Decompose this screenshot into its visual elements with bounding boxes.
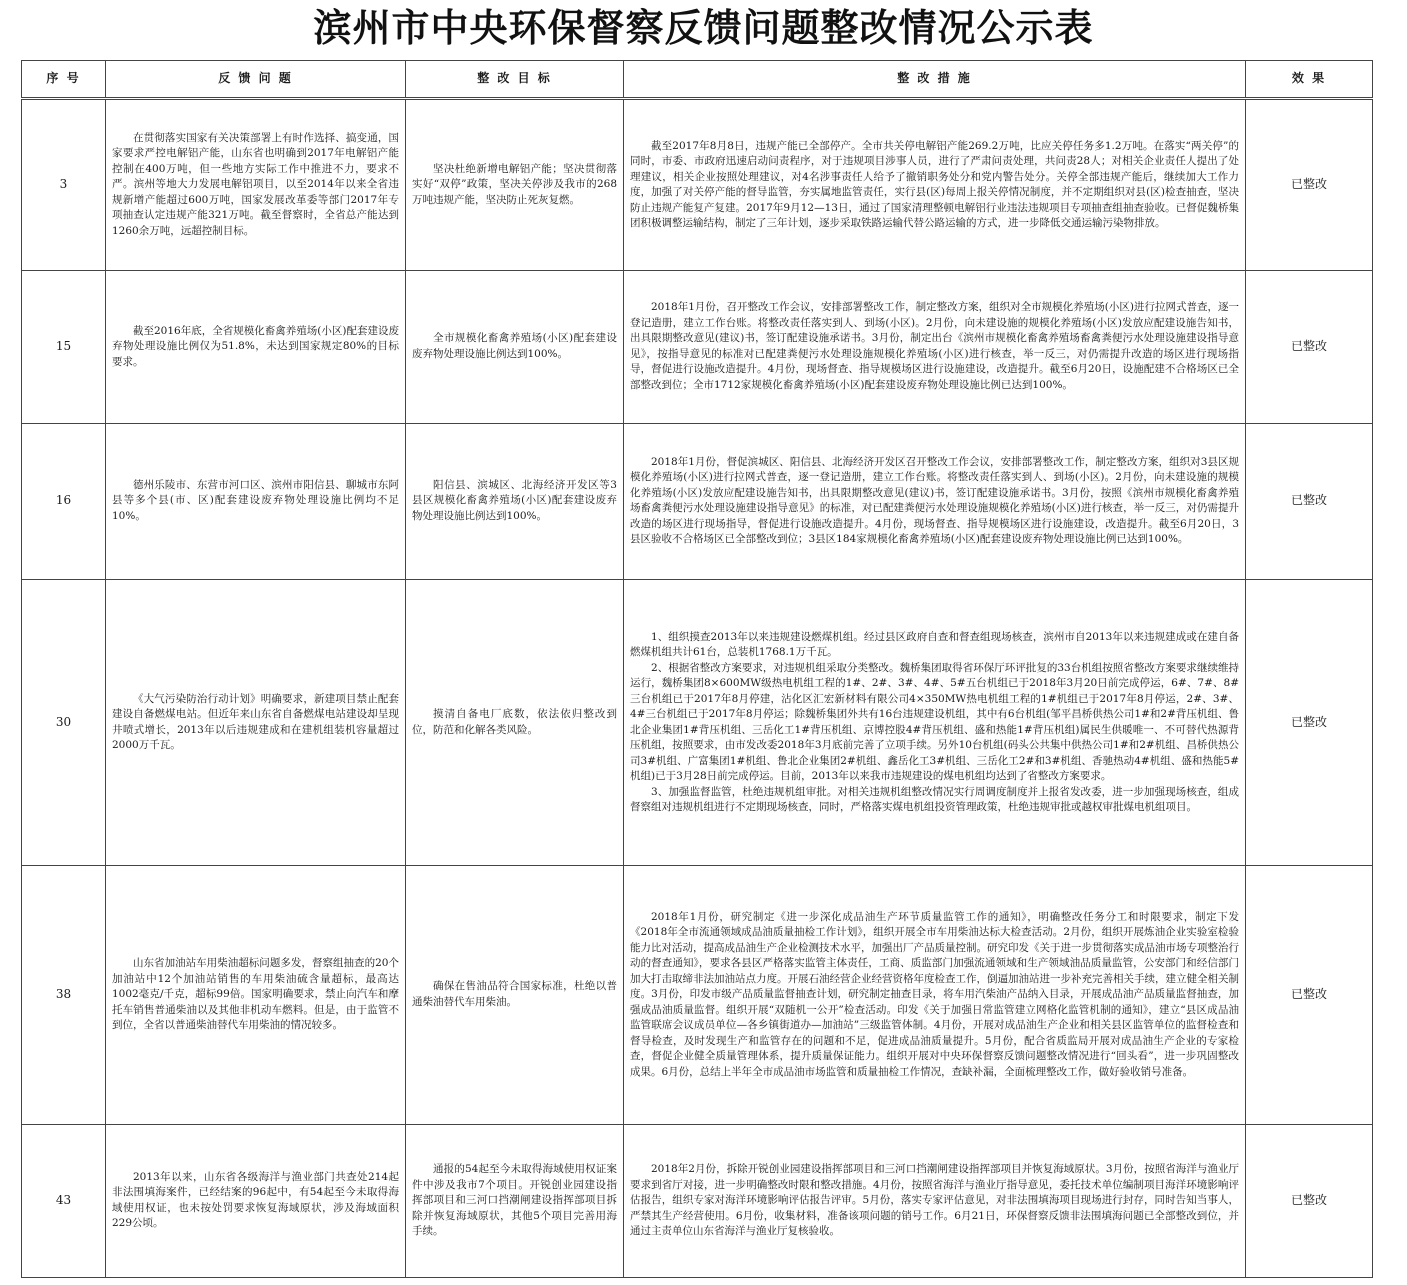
problem-text: 2013年以来，山东省各级海洋与渔业部门共查处214起非法围填海案件，已经结案的96起中，有54起至今未取得海域使用权证，也未按处罚要求恢复海域原状，涉及海域面积229公顷。 xyxy=(112,1170,399,1230)
header-target: 整 改 目 标 xyxy=(406,61,624,99)
row-target xyxy=(406,99,624,271)
row-no: 38 xyxy=(22,866,106,1124)
row-problem xyxy=(106,271,406,423)
header-result: 效 果 xyxy=(1246,61,1373,99)
row-problem xyxy=(106,866,406,1124)
problem-text: 截至2016年底，全省规模化畜禽养殖场(小区)配套建设废弃物处理设施比例仅为51.8%，未达到国家规定80%的目标要求。 xyxy=(112,324,399,368)
row-no: 3 xyxy=(22,99,106,271)
target-text: 通报的54起至今未取得海域使用权证案件中涉及我市7个项目。开锐创业园建设指挥部项目和三河口挡潮闸建设指挥部项目拆除并恢复海域原状，其他5个项目完善用海手续。 xyxy=(412,1163,617,1238)
row-target xyxy=(406,271,624,423)
measure-text: 截至2017年8月8日，违规产能已全部停产。全市共关停电解铝产能269.2万吨，比应关停任务多1.2万吨。在落实“两关停”的同时，市委、市政府迅速启动问责程序，对于违规项目涉事人员，进行了严肃问责处理，共问责28人；对相关企业责任人提出了处理建议，相关企业按照处理建议，对4名涉事责任人给予了撤销职务处分和党内警告处分。关停全部违规产能后，继续加大工作力度，加强了对关停产能的督导监管，夯实属地监管责任，实行县(区)每周上报关停情况制度，并不定期组织对县(区)检查抽查，坚决防止违规产能复产复建。2017年9月12—13日，通过了国家清理整顿电解铝行业违法违规项目专项抽查组抽查验收。已督促魏桥集团积极调整运输结构，制定了三年计划，逐步采取铁路运输代替公路运输的方式，进一步降低交通运输污染物排放。 xyxy=(630,139,1239,230)
row-problem xyxy=(106,1124,406,1277)
row-problem xyxy=(106,99,406,271)
row-no: 16 xyxy=(22,423,106,579)
table-row xyxy=(22,271,1373,423)
row-target xyxy=(406,1124,624,1277)
target-text: 阳信县、滨城区、北海经济开发区等3县区规模化畜禽养殖场(小区)配套建设废弃物处理设施比例达到100%。 xyxy=(412,478,617,522)
target-text: 全市规模化畜禽养殖场(小区)配套建设废弃物处理设施比例达到100%。 xyxy=(412,332,617,360)
measure-text: 3、加强监督监管，杜绝违规机组审批。对相关违规机组整改情况实行周调度制度并上报省发改委，进一步加强现场核查，组成督察组对违规机组进行不定期现场核查，同时，严格落实煤电机组投资管理政策，杜绝违规审批或越权审批煤电机组项目。 xyxy=(630,785,1239,814)
row-no: 30 xyxy=(22,579,106,865)
row-target xyxy=(406,423,624,579)
row-measures xyxy=(624,271,1246,423)
row-result: 已整改 xyxy=(1246,423,1373,579)
target-text: 确保在售油品符合国家标准，杜绝以普通柴油替代车用柴油。 xyxy=(412,980,617,1008)
rectification-table xyxy=(21,60,1373,1278)
row-no: 43 xyxy=(22,1124,106,1277)
measure-text: 2018年1月份，研究制定《进一步深化成品油生产环节质量监管工作的通知》，明确整改任务分工和时限要求，制定下发《2018年全市流通领域成品油质量抽检工作计划》，组织开展全市车用柴油达标大检查活动。2月份，组织开展炼油企业实验室检验能力比对活动，提高成品油生产企业检测技术水平，加强出厂产品质量控制。研究印发《关于进一步贯彻落实成品油市场专项整治行动的督查通知》，要求各县区严格落实监管主体责任，工商、质监部门加强流通领域和生产领域油品质量监管，公安部门和经信部门加大打击取缔非法加油站点力度。开展石油经营企业经营资格年度检查工作，倒逼加油站进一步补充完善相关手续，建立健全相关制度。3月份，印发市级产品质量监督抽查计划，研究制定抽查目录，将车用汽柴油产品纳入目录，开展成品油产品质量监督抽查，加强成品油质量监督。组织开展“双随机一公开”检查活动。印发《关于加强日常监管建立网格化监管机制的通知》，建立“县区成品油监管联席会议成员单位—各乡镇街道办—加油站”三级监管体制。4月份，开展对成品油生产企业和相关县区监管单位的监督检查和督导检查，及时发现生产和监管存在的问题和不足，促进成品油质量提升。5月份，配合省质监局开展对成品油生产企业的专家检查，督促企业健全质量管理体系，提升质量保证能力。组织开展对中央环保督察反馈问题整改情况进行“回头看”，进一步巩固整改成果。6月份，总结上半年全市成品油市场监管和质量抽检工作情况，查缺补漏，全面梳理整改工作，做好验收销号准备。 xyxy=(630,910,1239,1078)
header-problem: 反 馈 问 题 xyxy=(106,61,406,99)
row-result: 已整改 xyxy=(1246,99,1373,271)
row-target xyxy=(406,866,624,1124)
row-problem xyxy=(106,579,406,865)
table-row xyxy=(22,423,1373,579)
problem-text: 德州乐陵市、东营市河口区、滨州市阳信县、聊城市东阿县等多个县(市、区)配套建设废弃物处理设施比例均不足10%。 xyxy=(112,478,399,522)
problem-text: 山东省加油站车用柴油超标问题多发，督察组抽查的20个加油站中12个加油站销售的车用柴油硫含量超标，最高达1002毫克/千克，超标99倍。国家明确要求，禁止向汽车和摩托车销售普通柴油以及其他非机动车燃料。但是，由于监管不到位，全省以普通柴油替代车用柴油的情况较多。 xyxy=(112,957,399,1032)
measure-text: 2、根据省整改方案要求，对违规机组采取分类整改。魏桥集团取得省环保厅环评批复的33台机组按照省整改方案要求继续维持运行，魏桥集团8×600MW级热电机组工程的1#、2#、3#、4#、5#五台机组已于2018年3月20日前完成停运，6#、7#、8#三台机组已于2017年8月停建，沾化区汇宏新材料有限公司4×350MW热电机组工程的1#机组已于2017年8月停运，2#、3#、4#三台机组已于2017年8月停运；除魏桥集团外共有16台违规建设机组，其中有6台机组(邹平昌桥供热公司1#和2#背压机组、鲁北企业集团1#背压机组、三岳化工1#背压机组、京博控股4#背压机组、盛和热能1#背压机组)属民生供暖唯一、不可替代热源背压机组，按照要求，由市发改委2018年3月底前完善了立项手续。另外10台机组(码头公共集中供热公司1#和2#机组、昌桥供热公司3#机组、广富集团1#机组、鲁北企业集团2#机组、鑫岳化工3#机组、三岳化工2#和3#机组、香驰热动4#机组、盛和热能5#机组)已于3月28日前完成停运。目前，2013年以来我市违规建设的煤电机组均达到了省整改方案要求。 xyxy=(630,661,1239,783)
target-text: 坚决杜绝新增电解铝产能；坚决贯彻落实好“双停”政策，坚决关停涉及我市的268万吨违规产能，坚决防止死灰复燃。 xyxy=(412,162,617,206)
measure-text: 2018年2月份，拆除开锐创业园建设指挥部项目和三河口挡潮闸建设指挥部项目并恢复海域原状。3月份，按照省海洋与渔业厅要求到省厅对接，进一步明确整改时限和整改措施。4月份，按照省海洋与渔业厅指导意见，委托技术单位编制项目海洋环境影响评估报告，组织专家对海洋环境影响评估报告评审。5月份，落实专家评估意见，对非法围填海项目现场进行封存，同时告知当事人，严禁其生产经营使用。6月份，收集材料，准备该项问题的销号工作。6月21日，环保督察反馈非法围填海问题已全部整改到位，并通过主责单位山东省海洋与渔业厅复核验收。 xyxy=(630,1163,1239,1238)
header-measures: 整 改 措 施 xyxy=(624,61,1246,99)
row-result: 已整改 xyxy=(1246,1124,1373,1277)
row-problem xyxy=(106,423,406,579)
table-row xyxy=(22,866,1373,1124)
problem-text: 《大气污染防治行动计划》明确要求，新建项目禁止配套建设自备燃煤电站。但近年来山东省自备燃煤电站建设却呈现井喷式增长，2013年以后违规建成和在建机组装机容量超过2000万千瓦。 xyxy=(112,692,399,752)
table-row xyxy=(22,99,1373,271)
row-result: 已整改 xyxy=(1246,271,1373,423)
row-measures xyxy=(624,423,1246,579)
table-row xyxy=(22,1124,1373,1277)
row-measures xyxy=(624,99,1246,271)
row-measures xyxy=(624,866,1246,1124)
row-measures xyxy=(624,579,1246,865)
row-measures xyxy=(624,1124,1246,1277)
row-result: 已整改 xyxy=(1246,579,1373,865)
header-no: 序 号 xyxy=(22,61,106,99)
measure-text: 2018年1月份，召开整改工作会议，安排部署整改工作，制定整改方案，组织对全市规模化养殖场(小区)进行拉网式普查，逐一登记造册，建立工作台账。将整改责任落实到人、到场(小区)。2月份，向未建设施的规模化养殖场(小区)发放应配建设施告知书，出具限期整改意见(建议)书，签订配建设施承诺书。3月份，制定出台《滨州市规模化畜禽养殖场畜禽粪便污水处理设施建设指导意见》，按指导意见的标准对已配建粪便污水处理设施规模化养殖场(小区)进行核查，举一反三，对仍需提升改造的场区进行现场指导，督促进行设施改造提升。4月份，现场督查、指导规模场区进行设施建设，改造提升。截至6月20日，设施配建不合格场区已全部整改到位；全市1712家规模化畜禽养殖场(小区)配套建设废弃物处理设施比例已达到100%。 xyxy=(630,301,1239,391)
row-no: 15 xyxy=(22,271,106,423)
header-row xyxy=(22,61,1373,99)
row-target xyxy=(406,579,624,865)
table-row xyxy=(22,579,1373,865)
problem-text: 在贯彻落实国家有关决策部署上有时作选择、搞变通，国家要求严控电解铝产能，山东省也明确到2017年电解铝产能控制在400万吨，但一些地方实际工作中推进不力，要求不严。滨州等地大力发展电解铝项目，以至2014年以来全省违规新增产能超过600万吨，国家发展改革委等部门2017年专项抽查认定违规产能321万吨。截至督察时，全省总产能达到1260余万吨，远超控制目标。 xyxy=(112,131,399,237)
page-title: 滨州市中央环保督察反馈问题整改情况公示表 xyxy=(313,5,1094,50)
measure-text: 2018年1月份，督促滨城区、阳信县、北海经济开发区召开整改工作会议，安排部署整改工作，制定整改方案，组织对3县区规模化养殖场(小区)进行拉网式普查，逐一登记造册，建立工作台账。将整改责任落实到人、到场(小区)。2月份，向未建设施的规模化养殖场(小区)发放应配建设施告知书，出具限期整改意见(建议)书，签订配建设施承诺书。3月份，按照《滨州市规模化畜禽养殖场畜禽粪便污水处理设施建设指导意见》的标准，对已配建粪便污水处理设施规模化养殖场(小区)进行核查，举一反三，对仍需提升改造的场区进行现场指导，督促进行设施改造提升。4月份，现场督查、指导规模场区进行设施建设，改造提升。截至6月20日，3县区验收不合格场区已全部整改到位；3县区184家规模化畜禽养殖场(小区)配套建设废弃物处理设施比例已达到100%。 xyxy=(630,455,1239,546)
measure-text: 1、组织摸查2013年以来违规建设燃煤机组。经过县区政府自查和督查组现场核查，滨州市自2013年以来违规建成或在建自备燃煤机组共计61台，总装机1768.1万千瓦。 xyxy=(630,630,1239,659)
target-text: 摸清自备电厂底数，依法依归整改到位，防范和化解各类风险。 xyxy=(412,708,617,736)
row-result: 已整改 xyxy=(1246,866,1373,1124)
